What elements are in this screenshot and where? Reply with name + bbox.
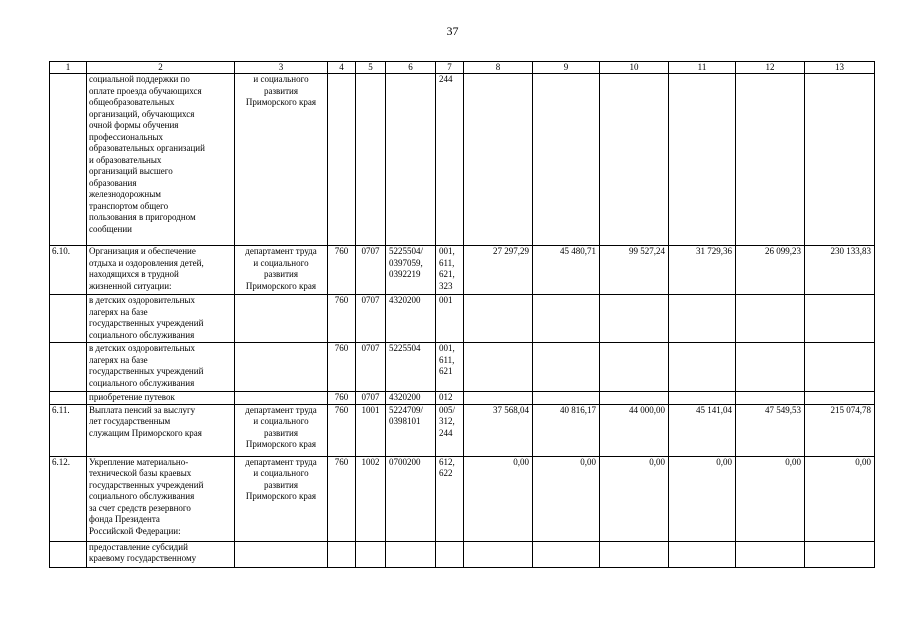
amount-cell-col8 — [464, 74, 533, 246]
executor-cell — [235, 541, 328, 567]
target-article-cell-text: 4320200 — [389, 392, 421, 402]
amount-cell-col12-text: 0,00 — [785, 456, 801, 467]
amount-cell-col12-text: 26 099,23 — [765, 246, 801, 256]
target-article-cell — [386, 456, 436, 541]
amount-cell-col12 — [736, 541, 805, 567]
grbs-code-cell-text: 760 — [334, 392, 349, 402]
grbs-code-cell-text: 760 — [334, 246, 349, 256]
amount-cell-col13 — [805, 246, 875, 295]
row-number-cell — [50, 246, 87, 295]
expense-type-cell — [436, 74, 464, 246]
table-row — [50, 392, 875, 405]
row-number-cell — [50, 392, 87, 405]
grbs-code-cell-text: 760 — [334, 456, 349, 467]
grbs-code-cell — [328, 404, 356, 456]
executor-cell-text: департамент труда и социального развития Приморского края — [245, 404, 317, 449]
row-number-cell — [50, 541, 87, 567]
amount-cell-col8-text: 37 568,04 — [493, 404, 529, 415]
budget-table — [49, 61, 875, 568]
target-article-cell — [386, 392, 436, 405]
amount-cell-col9 — [533, 343, 600, 392]
section-code-cell-text: 1001 — [361, 404, 380, 415]
target-article-cell — [386, 343, 436, 392]
header-cell: 4 — [328, 62, 356, 74]
item-name-cell-text: в детских оздоровительных лагерях на базе государственных учреждений социального обслуживания — [89, 343, 204, 388]
section-code-cell-text: 0707 — [361, 392, 380, 402]
expense-type-cell — [436, 404, 464, 456]
header-cell: 11 — [669, 62, 736, 74]
amount-cell-col8 — [464, 343, 533, 392]
amount-cell-col10-text: 99 527,24 — [629, 246, 665, 256]
grbs-code-cell-text: 760 — [334, 343, 349, 353]
amount-cell-col11 — [669, 541, 736, 567]
section-code-cell-text: 0707 — [361, 295, 380, 305]
expense-type-cell — [436, 295, 464, 343]
amount-cell-col8-text: 27 297,29 — [493, 246, 529, 256]
amount-cell-col8 — [464, 404, 533, 456]
table-row — [50, 404, 875, 456]
expense-type-cell-text: 005/ 312, 244 — [439, 404, 456, 438]
target-article-cell — [386, 541, 436, 567]
executor-cell — [235, 392, 328, 405]
amount-cell-col11 — [669, 343, 736, 392]
amount-cell-col11 — [669, 74, 736, 246]
header-cell: 6 — [386, 62, 436, 74]
item-name-cell — [87, 404, 235, 456]
grbs-code-cell — [328, 295, 356, 343]
item-name-cell-text: предоставление субсидий краевому государственному — [89, 541, 197, 563]
section-code-cell — [356, 295, 386, 343]
section-code-cell — [356, 246, 386, 295]
expense-type-cell — [436, 541, 464, 567]
expense-type-cell-text: 244 — [439, 74, 453, 84]
amount-cell-col12 — [736, 456, 805, 541]
item-name-cell — [87, 343, 235, 392]
table-row — [50, 456, 875, 541]
amount-cell-col12 — [736, 74, 805, 246]
target-article-cell-text: 0700200 — [389, 456, 421, 467]
item-name-cell — [87, 295, 235, 343]
amount-cell-col8 — [464, 456, 533, 541]
amount-cell-col9 — [533, 74, 600, 246]
section-code-cell-text: 0707 — [361, 246, 380, 256]
amount-cell-col10 — [600, 392, 669, 405]
row-number-cell-text: 6.10. — [52, 246, 70, 256]
item-name-cell-text: Организация и обеспечение отдыха и оздоровления детей, находящихся в трудной жизненной ситуации: — [89, 246, 204, 291]
amount-cell-col9 — [533, 246, 600, 295]
item-name-cell-text: Укрепление материально- технической базы краевых государственных учреждений социального обслуживания за счет средств резервного фонда Президента Российской Федерации: — [89, 456, 204, 536]
target-article-cell — [386, 74, 436, 246]
executor-cell-text: департамент труда и социального развития Приморского края — [245, 246, 317, 291]
header-cell: 9 — [533, 62, 600, 74]
item-name-cell-text: в детских оздоровительных лагерях на базе государственных учреждений социального обслуживания — [89, 295, 204, 340]
amount-cell-col8-text: 0,00 — [513, 456, 529, 467]
amount-cell-col11-text: 31 729,36 — [696, 246, 732, 256]
header-cell: 8 — [464, 62, 533, 74]
section-code-cell — [356, 392, 386, 405]
item-name-cell — [87, 541, 235, 567]
target-article-cell — [386, 404, 436, 456]
amount-cell-col8 — [464, 295, 533, 343]
amount-cell-col13 — [805, 392, 875, 405]
item-name-cell-text: социальной поддержки по оплате проезда обучающихся общеобразовательных организаций, обучающихся очной формы обучения профессиональных образовательных организаций и образовательных организаций высшего образования железнодорожным транспортом общего пользования в пригородном сообщении — [89, 74, 205, 234]
amount-cell-col12 — [736, 295, 805, 343]
amount-cell-col12-text: 47 549,53 — [765, 404, 801, 415]
target-article-cell-text: 5225504 — [389, 343, 421, 353]
expense-type-cell-text: 001, 611, 621 — [439, 343, 455, 376]
executor-cell — [235, 295, 328, 343]
amount-cell-col11-text: 45 141,04 — [696, 404, 732, 415]
amount-cell-col9 — [533, 295, 600, 343]
expense-type-cell — [436, 343, 464, 392]
section-code-cell — [356, 404, 386, 456]
row-number-cell — [50, 74, 87, 246]
page-number: 37 — [446, 24, 459, 38]
amount-cell-col10 — [600, 541, 669, 567]
amount-cell-col13-text: 215 074,78 — [830, 404, 871, 415]
item-name-cell — [87, 456, 235, 541]
section-code-cell — [356, 456, 386, 541]
item-name-cell-text: Выплата пенсий за выслугу лет государственным служащим Приморского края — [89, 404, 202, 438]
target-article-cell — [386, 295, 436, 343]
expense-type-cell-text: 001 — [439, 295, 453, 305]
amount-cell-col13 — [805, 541, 875, 567]
amount-cell-col8 — [464, 246, 533, 295]
grbs-code-cell — [328, 74, 356, 246]
expense-type-cell — [436, 392, 464, 405]
section-code-cell-text: 0707 — [361, 343, 380, 353]
amount-cell-col13 — [805, 404, 875, 456]
amount-cell-col12 — [736, 404, 805, 456]
amount-cell-col10 — [600, 343, 669, 392]
amount-cell-col9-text: 40 816,17 — [560, 404, 596, 415]
section-code-cell — [356, 74, 386, 246]
section-code-cell — [356, 343, 386, 392]
expense-type-cell — [436, 456, 464, 541]
executor-cell-text: департамент труда и социального развития Приморского края — [245, 456, 317, 501]
target-article-cell-text: 4320200 — [389, 295, 421, 305]
grbs-code-cell — [328, 246, 356, 295]
expense-type-cell-text: 012 — [439, 392, 453, 402]
amount-cell-col11 — [669, 295, 736, 343]
amount-cell-col8 — [464, 541, 533, 567]
amount-cell-col11 — [669, 246, 736, 295]
row-number-cell — [50, 295, 87, 343]
grbs-code-cell — [328, 456, 356, 541]
amount-cell-col12 — [736, 392, 805, 405]
header-cell: 12 — [736, 62, 805, 74]
amount-cell-col13 — [805, 343, 875, 392]
amount-cell-col13 — [805, 74, 875, 246]
amount-cell-col10 — [600, 404, 669, 456]
table-row — [50, 295, 875, 343]
amount-cell-col8 — [464, 392, 533, 405]
grbs-code-cell-text: 760 — [334, 295, 349, 305]
item-name-cell — [87, 392, 235, 405]
amount-cell-col13-text: 0,00 — [855, 456, 871, 467]
expense-type-cell-text: 612, 622 — [439, 456, 455, 478]
row-number-cell-text: 6.12. — [52, 456, 70, 467]
header-cell: 7 — [436, 62, 464, 74]
amount-cell-col10 — [600, 295, 669, 343]
item-name-cell — [87, 74, 235, 246]
amount-cell-col12 — [736, 246, 805, 295]
table-row — [50, 246, 875, 295]
table-row — [50, 343, 875, 392]
executor-cell — [235, 74, 328, 246]
amount-cell-col9 — [533, 541, 600, 567]
target-article-cell — [386, 246, 436, 295]
budget-table-sheet — [49, 61, 874, 568]
amount-cell-col13 — [805, 295, 875, 343]
expense-type-cell-text: 001, 611, 621, 323 — [439, 246, 455, 291]
target-article-cell-text: 5225504/ 0397059, 0392219 — [389, 246, 424, 279]
item-name-cell-text: приобретение путевок — [89, 392, 175, 402]
amount-cell-col10 — [600, 246, 669, 295]
header-cell: 2 — [87, 62, 235, 74]
executor-cell — [235, 246, 328, 295]
expense-type-cell — [436, 246, 464, 295]
amount-cell-col10-text: 44 000,00 — [629, 404, 665, 415]
amount-cell-col9-text: 45 480,71 — [560, 246, 596, 256]
amount-cell-col9 — [533, 392, 600, 405]
amount-cell-col10 — [600, 456, 669, 541]
header-cell: 5 — [356, 62, 386, 74]
section-code-cell-text: 1002 — [361, 456, 380, 467]
executor-cell — [235, 404, 328, 456]
item-name-cell — [87, 246, 235, 295]
table-row — [50, 541, 875, 567]
amount-cell-col12 — [736, 343, 805, 392]
amount-cell-col11 — [669, 404, 736, 456]
amount-cell-col11-text: 0,00 — [716, 456, 732, 467]
amount-cell-col13 — [805, 456, 875, 541]
row-number-cell — [50, 456, 87, 541]
amount-cell-col9 — [533, 404, 600, 456]
grbs-code-cell — [328, 392, 356, 405]
grbs-code-cell — [328, 343, 356, 392]
table-row — [50, 74, 875, 246]
amount-cell-col9 — [533, 456, 600, 541]
amount-cell-col11 — [669, 392, 736, 405]
header-cell: 13 — [805, 62, 875, 74]
header-cell: 3 — [235, 62, 328, 74]
grbs-code-cell-text: 760 — [334, 404, 349, 415]
target-article-cell-text: 5224709/ 0398101 — [389, 404, 424, 426]
amount-cell-col10 — [600, 74, 669, 246]
row-number-cell-text: 6.11. — [52, 404, 70, 415]
executor-cell-text: и социального развития Приморского края — [245, 74, 317, 107]
header-cell: 10 — [600, 62, 669, 74]
table-header-row — [50, 62, 875, 74]
row-number-cell — [50, 343, 87, 392]
amount-cell-col9-text: 0,00 — [580, 456, 596, 467]
row-number-cell — [50, 404, 87, 456]
amount-cell-col11 — [669, 456, 736, 541]
amount-cell-col13-text: 230 133,83 — [830, 246, 871, 256]
executor-cell — [235, 343, 328, 392]
amount-cell-col10-text: 0,00 — [649, 456, 665, 467]
grbs-code-cell — [328, 541, 356, 567]
section-code-cell — [356, 541, 386, 567]
header-cell: 1 — [50, 62, 87, 74]
executor-cell — [235, 456, 328, 541]
